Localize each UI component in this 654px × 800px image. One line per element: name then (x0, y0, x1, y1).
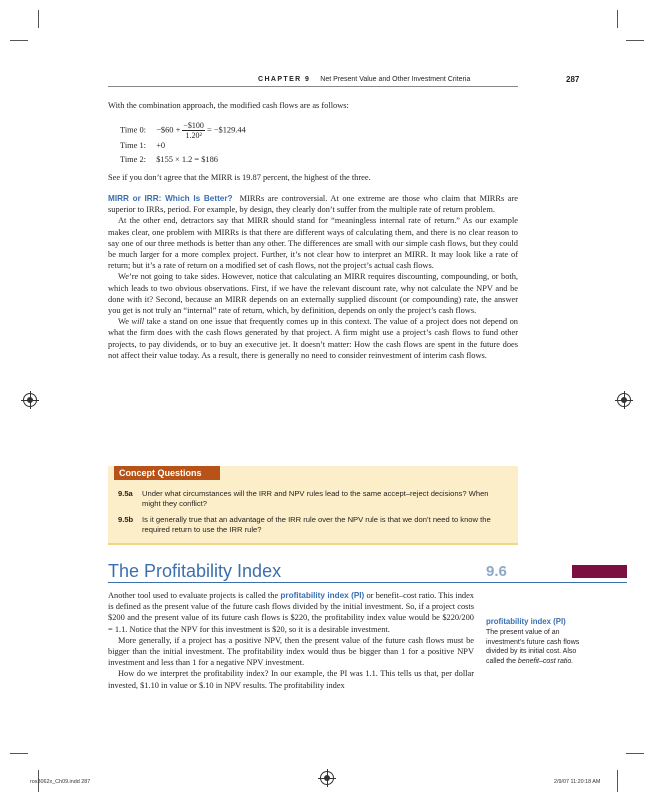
see-text (108, 172, 518, 183)
mirr-paragraph-3: We’re not going to take sides. However, notice that calculating an MIRR requires discounting, compounding, or both, which leads to two obvious observations. First, if we have the relevant discount rate, why not calculate the NPV and be done with it? Second, because an MIRR depends on an externally supplied discount (or compounding) rate, the answer you get is not truly an “internal” rate of return, which, by definition, depends on only the project’s cash flows. (108, 272, 518, 316)
registration-mark-icon (23, 393, 37, 407)
crop-mark (617, 10, 618, 28)
section-title: The Profitability Index (108, 561, 282, 581)
crop-mark (617, 770, 618, 792)
pi-keyword: profitability index (PI) (280, 591, 365, 600)
question-number: 9.5a (118, 489, 133, 498)
eq-term: −$60 + (156, 125, 181, 135)
eq-label: Time 0: (120, 125, 146, 135)
question-number: 9.5b (118, 515, 134, 524)
registration-mark-icon (617, 393, 631, 407)
eq-result: = −$129.44 (207, 125, 246, 135)
page-number: 287 (566, 75, 580, 84)
footer-file: ros3062x_Ch09.indd 287 (30, 779, 91, 785)
mirr-heading: MIRR or IRR: Which Is Better? (108, 194, 233, 203)
concept-questions-title: Concept Questions (114, 466, 220, 480)
section-color-bar (572, 565, 627, 578)
mirr-paragraph-1 (108, 193, 518, 215)
eq-expression: +0 (156, 141, 166, 150)
pi-paragraph-3: How do we interpret the profitability index? In our example, the PI was 1.1. This tells us that, per dollar invested, $1.10 in value or $.10 in NPV results. The profitability index (108, 669, 474, 690)
crop-mark (38, 10, 39, 28)
mirr-paragraph-2: At the other end, detractors say that MIRR should stand for “meaningless internal rate of return.” As our example makes clear, one problem with MIRRs is that there are different ways of calculating them, and there is no clear reason to say one of our three methods is better than any other. The differences are small with our simple cash flows, but they could be much larger for a more complex project. Further, it’s not clear how to interpret an MIRR. It may look like a rate of return; but it’s a rate of return on a modified set of cash flows, not the project’s actual cash flows. (108, 216, 518, 271)
eq-expression: $155 × 1.2 = $186 (156, 155, 218, 164)
header-rule (108, 86, 518, 87)
eq-denominator: 1.20² (185, 131, 202, 140)
registration-mark-icon (320, 771, 334, 785)
equation-time-0 (120, 121, 246, 140)
intro-text (108, 100, 518, 111)
pi-section-body (108, 590, 474, 691)
p4-a: We (118, 317, 132, 327)
equation-time-2 (120, 155, 218, 164)
pi-paragraph-2: More generally, if a project has a positive NPV, then the present value of the future cash flows must be bigger than the initial investment. The profitability index would thus be bigger than 1 for a positive NPV investment and less than 1 for a negative NPV investment. (108, 635, 474, 668)
equation-time-1 (120, 141, 165, 150)
mirr-section (108, 193, 518, 361)
p4-emphasis: will (131, 317, 145, 327)
question-text: Under what circumstances will the IRR and NPV rules lead to the same accept–reject decisions? When might they conflict? (142, 489, 489, 509)
question-text: Is it generally true that an advantage of the IRR rule over the NPV rule is that we don’t need to know the required return to use the IRR rule? (142, 515, 491, 535)
p4-b: take a stand on one issue that frequently comes up in this context. The value of a project does not depend on what the firm does with the cash flows generated by that project. A firm might use a project’s cash flows to fund other projects, to pay dividends, or to buy an executive jet. It doesn’t matter: How the cash flows are spent in the future does not affect their value today. As a result, there is generally no need to consider reinvestment of interim cash flows. (108, 317, 518, 360)
margin-definition (486, 628, 582, 666)
pi-p1-a: Another tool used to evaluate projects is called the (108, 591, 281, 600)
crop-mark (626, 753, 644, 754)
margin-term: profitability index (PI) (486, 617, 566, 626)
running-header (258, 76, 470, 83)
intro-paragraph: With the combination approach, the modified cash flows are as follows: (108, 101, 349, 110)
section-rule (108, 582, 627, 583)
pi-paragraph-1 (108, 590, 474, 635)
concept-question-2 (118, 515, 498, 536)
mirr-paragraph-4 (108, 316, 518, 361)
margin-def-text: The present value of an investment’s future cash flows divided by its initial cost. Also called the (486, 629, 580, 665)
eq-fraction (182, 121, 205, 140)
chapter-label: CHAPTER 9 (258, 76, 311, 83)
pi-p1-b: or benefit–cost ratio. This index is defined as the present value of the future cash flows divided by the initial investment. So, if a project costs $200 and the present value of its future cash flows is $220, the profitability index value would be $220/200 = 1.1. Notice that the NPV for this investment is $20, so it is a desirable investment. (108, 591, 474, 634)
crop-mark (626, 40, 644, 41)
crop-mark (10, 40, 28, 41)
eq-label: Time 1: (120, 141, 146, 150)
see-paragraph: See if you don’t agree that the MIRR is 19.87 percent, the highest of the three. (108, 173, 371, 182)
eq-numerator: −$100 (183, 121, 204, 130)
margin-def-emphasis: benefit–cost ratio. (517, 657, 574, 665)
crop-mark (10, 753, 28, 754)
section-number: 9.6 (486, 563, 507, 580)
mirr-p1-text: MIRRs are controversial. At one extreme are those who claim that MIRRs are superior to IRRs, period. For example, by design, they clearly don’t suffer from the multiple rate of return problem. (108, 194, 518, 215)
footer-timestamp: 2/9/07 11:20:18 AM (554, 779, 601, 785)
eq-label: Time 2: (120, 155, 146, 164)
chapter-title: Net Present Value and Other Investment Criteria (320, 76, 471, 83)
concept-question-1 (118, 489, 498, 510)
